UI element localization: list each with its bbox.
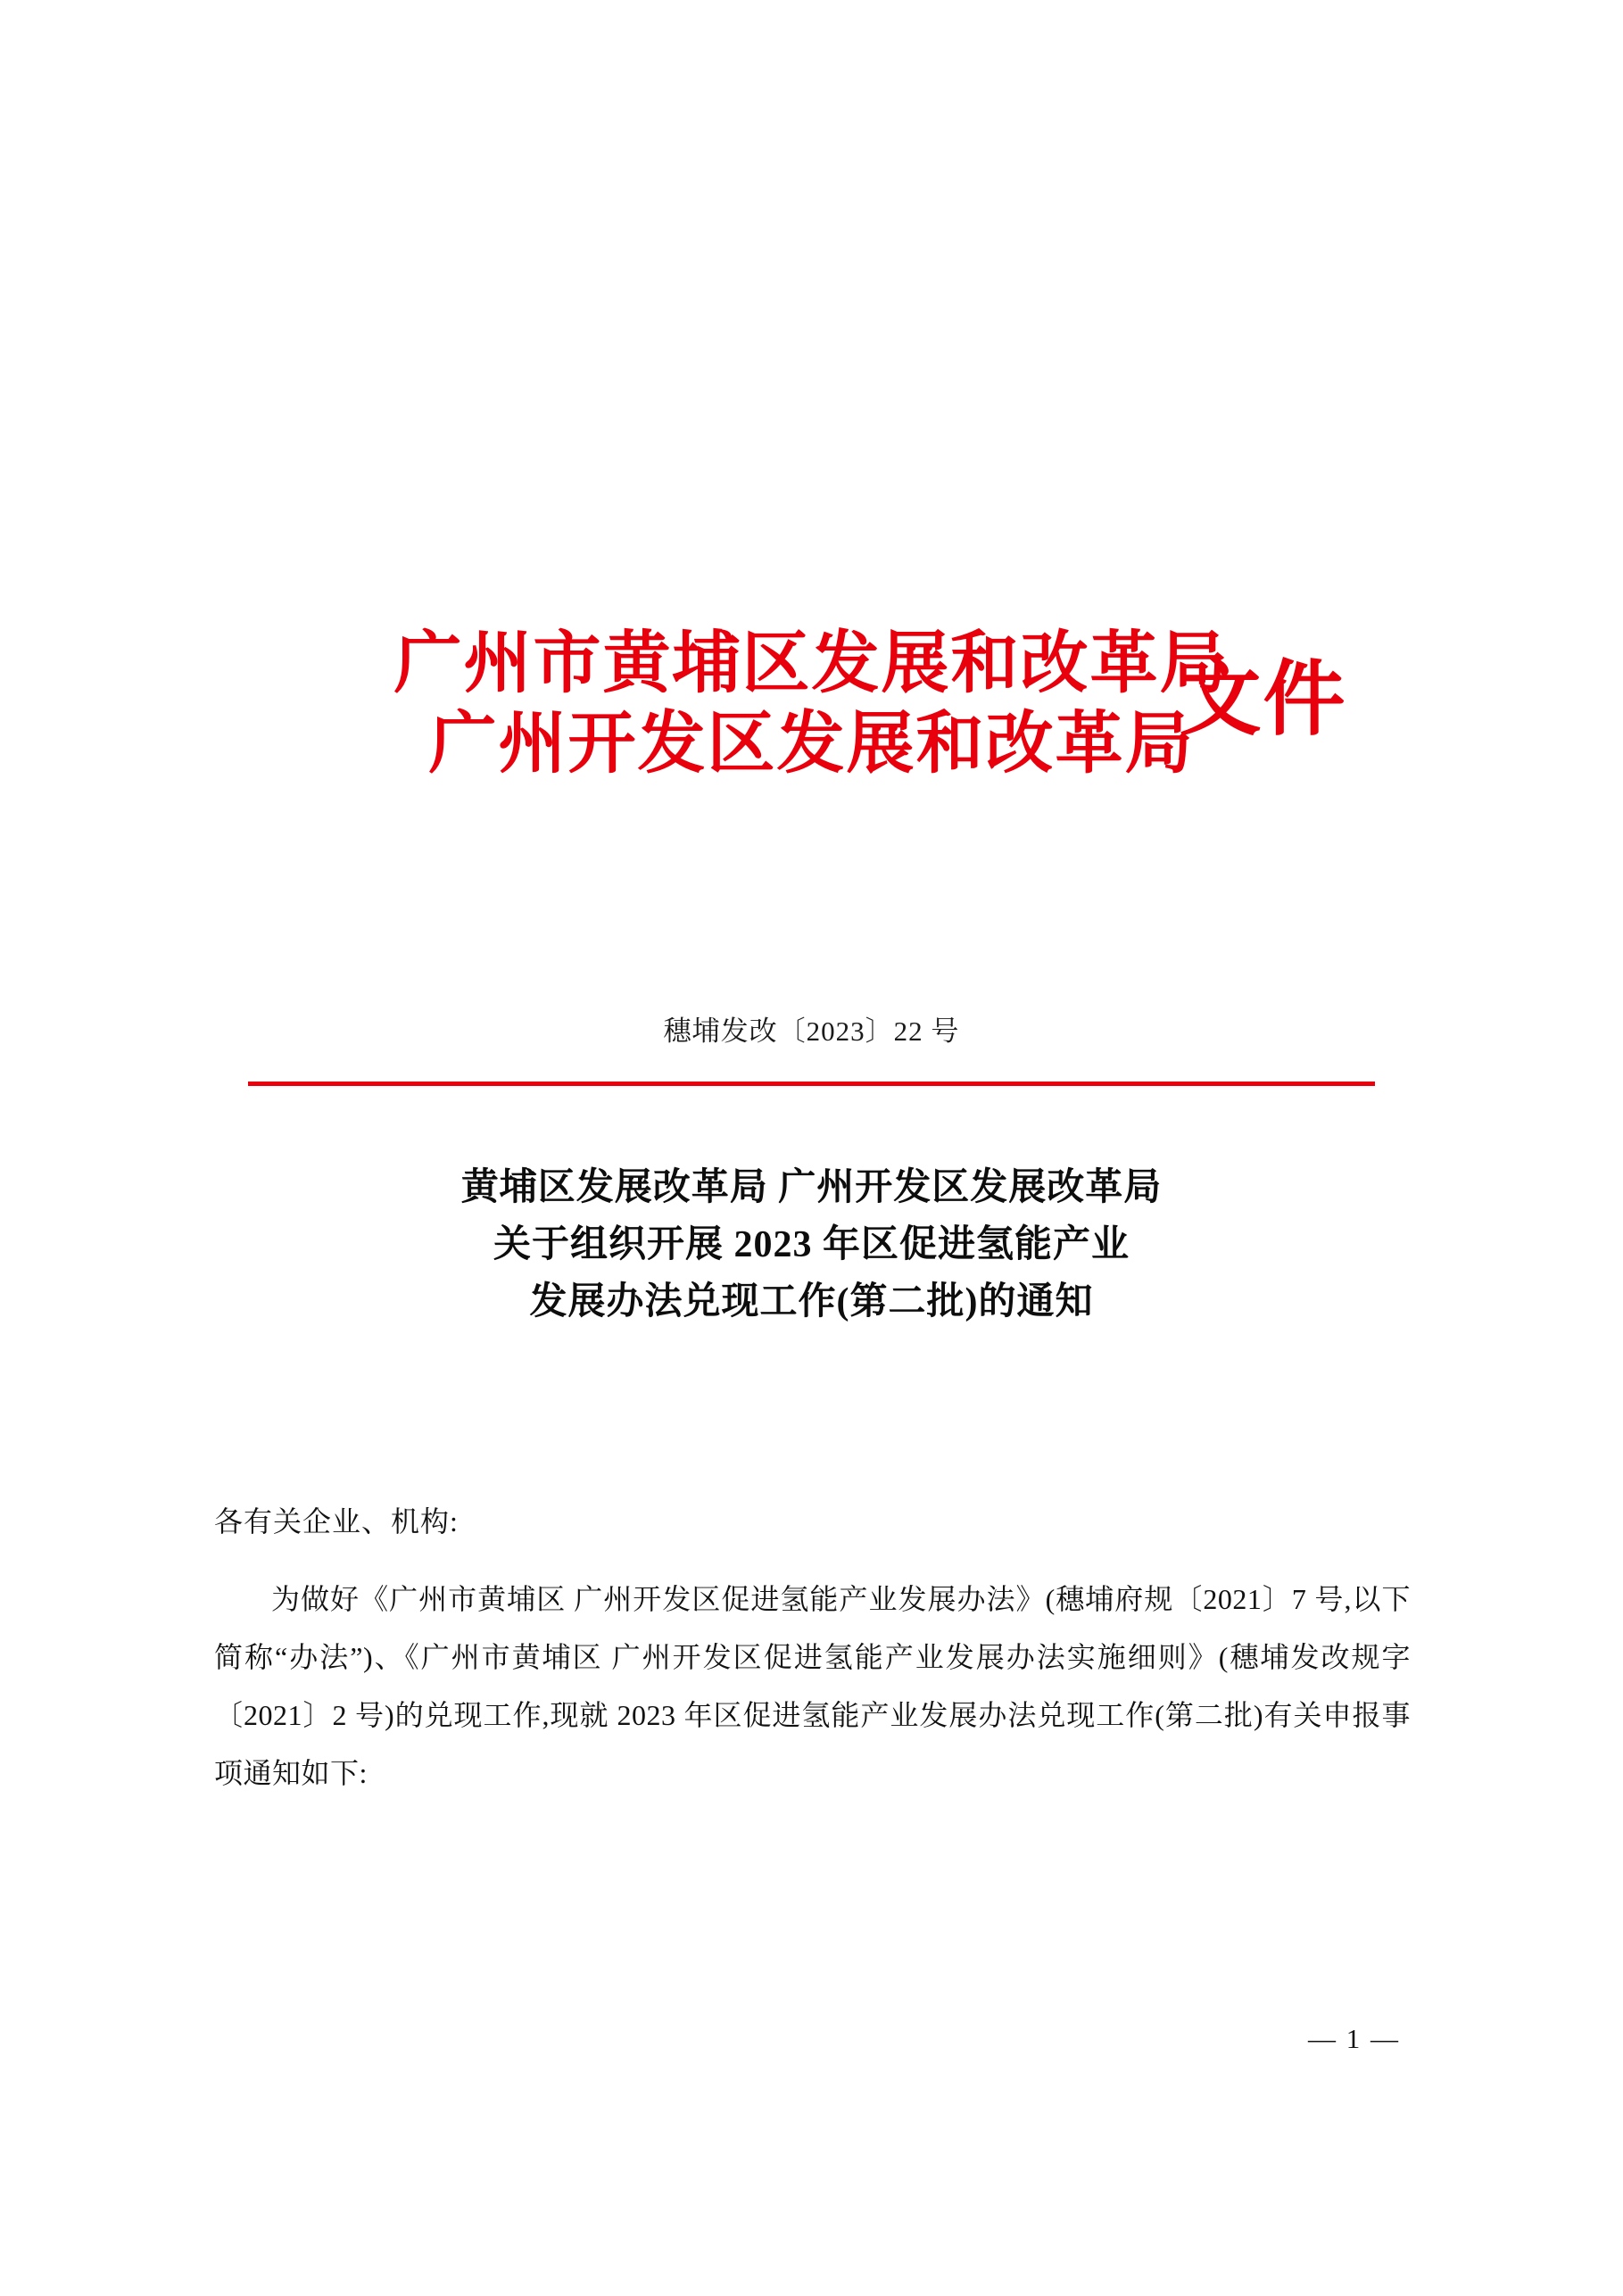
page-title-line-3: 发展办法兑现工作(第二批)的通知	[529, 1281, 1094, 1322]
body-paragraph: 为做好《广州市黄埔区 广州开发区促进氢能产业发展办法》(穗埔府规〔2021〕7 号,以下简称“办法”)、《广州市黄埔区 广州开发区促进氢能产业发展办法实施细则》(穗埔发改规字〔2021〕2 号)的兑现工作,现就 2023 年区促进氢能产业发展办法兑现工作(第二批)有关申报事项通知如下:	[214, 1583, 1411, 1789]
document-number: 穗埔发改〔2023〕22 号	[663, 1015, 960, 1047]
letterhead-wrap	[393, 625, 1347, 784]
page-number: — 1 —	[1308, 2023, 1400, 2054]
letterhead-suffix: 文件	[1179, 654, 1347, 745]
letterhead-line-1: 广州市黄埔区发展和改革局	[393, 626, 1230, 701]
page-title-line-2: 关于组织开展 2023 年区促进氢能产业	[493, 1223, 1130, 1265]
page-title-line-1: 黄埔区发展改革局 广州开发区发展改革局	[460, 1167, 1163, 1208]
red-divider-rule	[248, 1082, 1375, 1086]
salutation: 各有关企业、机构:	[214, 1505, 459, 1538]
body-text	[214, 1571, 1411, 1803]
letterhead-line-2: 广州开发区发展和改革局	[428, 706, 1195, 782]
letterhead	[0, 625, 1623, 784]
page-title	[223, 1160, 1400, 1330]
